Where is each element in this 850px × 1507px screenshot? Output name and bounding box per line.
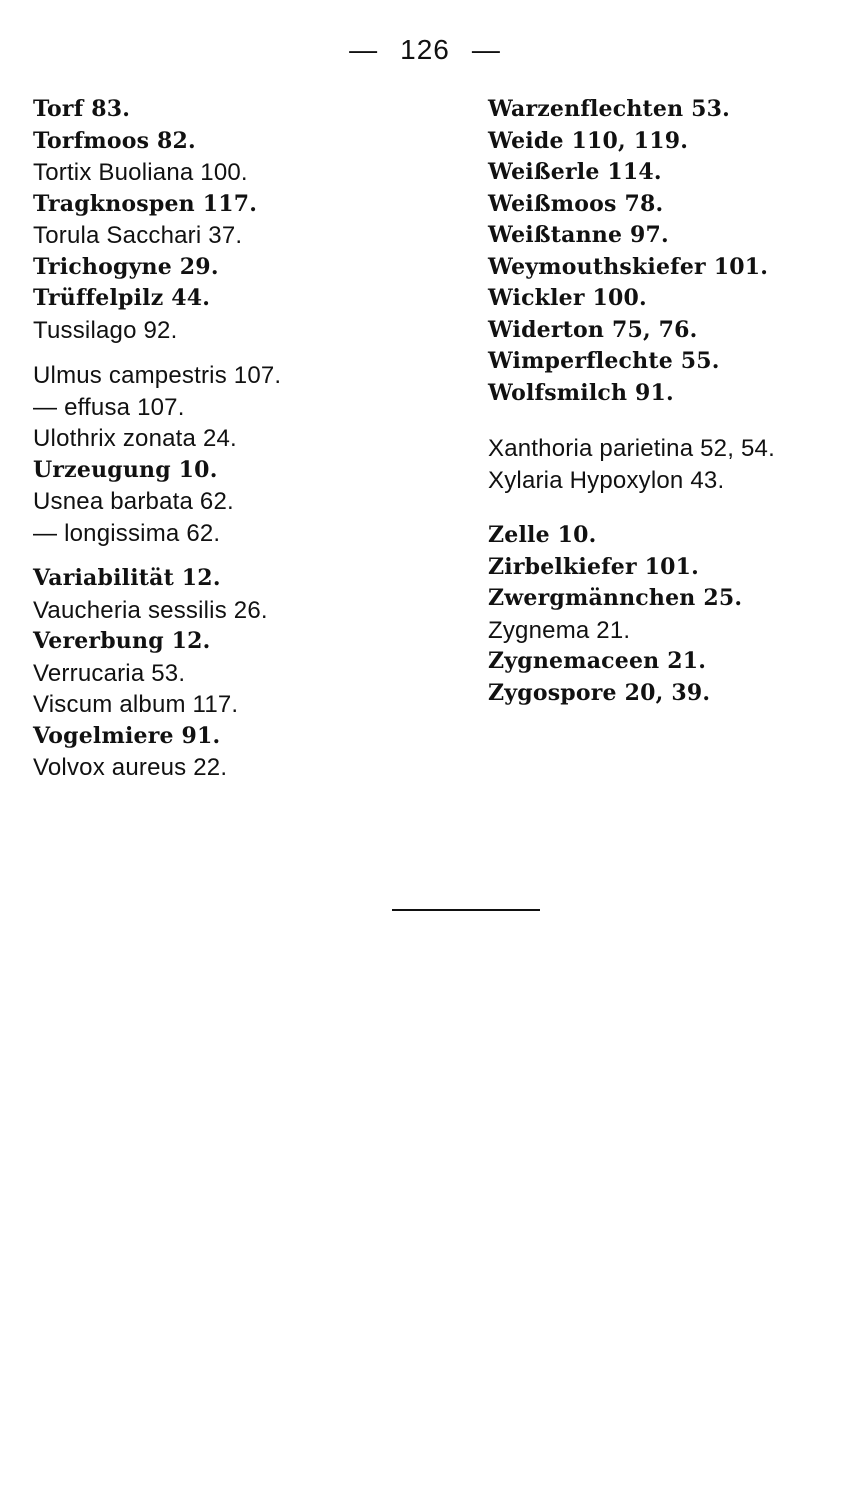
index-entry: Zygospore 20, 39. [488,679,711,706]
index-entry: Weißtanne 97. [488,222,669,248]
index-entry: Weide 110, 119. [488,127,689,154]
index-entry: Torula Sacchari 37. [33,222,243,249]
index-entry: Weißerle 114. [488,159,662,185]
index-entry: — longissima 62. [33,519,221,547]
page-number-dash-left: — [349,34,379,65]
index-entry: Volvox aureus 22. [33,754,228,781]
page-number: 126 [400,34,450,65]
index-entry: Torf 83. [33,96,131,122]
index-entry: Xanthoria parietina 52, 54. [488,435,775,462]
index-entry: Verrucaria 53. [33,659,186,687]
index-entry: Viscum album 117. [33,691,239,718]
index-column-left [33,94,433,798]
index-entry: Vererbung 12. [33,628,211,654]
index-entry: Widerton 75, 76. [488,316,698,343]
index-entry: Zwergmännchen 25. [488,585,743,611]
index-entry: Zelle 10. [488,522,597,548]
index-entry: Zirbelkiefer 101. [488,553,700,580]
index-entry: Vogelmiere 91. [33,722,221,749]
index-entry: Urzeugung 10. [33,456,218,483]
index-entry: Tussilago 92. [33,316,178,344]
index-entry: Ulothrix zonata 24. [33,425,237,452]
index-group [33,563,433,784]
index-entry: Trichogyne 29. [33,253,219,280]
index-entry: Wolfsmilch 91. [488,379,674,406]
index-entry: Weymouthskiefer 101. [488,253,769,280]
index-entry: — effusa 107. [33,393,185,421]
index-group [488,520,838,709]
index-entry: Zygnemaceen 21. [488,648,707,674]
page-header [0,30,850,70]
index-entry: Torfmoos 82. [33,127,196,154]
end-rule-divider [392,909,540,911]
index-group [488,94,838,409]
index-entry: Tortix Buoliana 100. [33,159,248,186]
index-entry: Zygnema 21. [488,616,631,644]
index-entry: Variabilität 12. [33,565,221,591]
index-entry: Xylaria Hypoxylon 43. [488,466,725,494]
index-group [33,360,433,549]
index-entry: Vaucheria sessilis 26. [33,596,268,624]
index-group [488,433,838,496]
index-entry: Ulmus campestris 107. [33,362,282,389]
index-group [33,94,433,346]
index-entry: Wimperflechte 55. [488,348,720,374]
index-entry: Wickler 100. [488,285,647,311]
index-column-right [488,94,838,733]
index-entry: Tragknospen 117. [33,190,258,217]
index-entry: Warzenflechten 53. [488,96,731,122]
page-number-dash-right: — [471,34,501,65]
index-entry: Weißmoos 78. [488,190,664,217]
index-entry: Usnea barbata 62. [33,488,234,515]
index-entry: Trüffelpilz 44. [33,285,211,311]
